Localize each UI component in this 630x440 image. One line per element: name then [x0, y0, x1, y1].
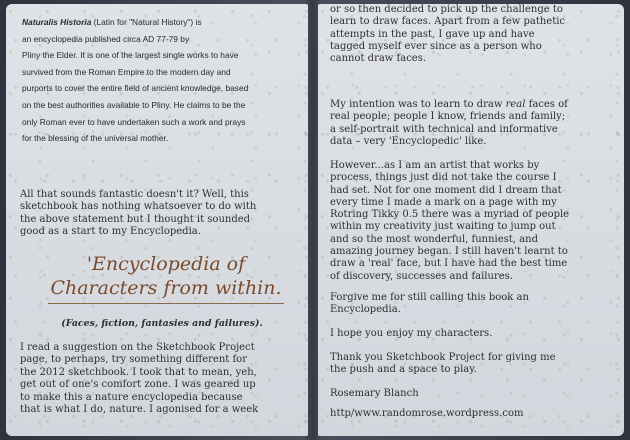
text-line: get out of one's comfort zone. I was geared up	[20, 379, 256, 391]
text-line: or so then decided to pick up the challenge to	[330, 4, 563, 15]
author-signature: Rosemary Blanch	[330, 388, 419, 399]
text-line: sketchbook has nothing whatsoever to do with	[20, 201, 257, 213]
text-line: draw a 'real' face, but I have had the best time	[330, 258, 568, 270]
text-line: of discovery, successes and failures.	[330, 270, 513, 282]
text-line: the above statement but I thought it sounded	[20, 213, 251, 225]
title-line: Characters from within.	[50, 277, 282, 299]
title-underline	[48, 303, 284, 304]
left-paragraph-1	[20, 189, 302, 239]
left-page	[6, 4, 308, 436]
book-subtitle: (Faces, fiction, fantasies and failures).	[61, 318, 263, 329]
intro-line: for the blessing of the universal mother.	[22, 133, 169, 144]
right-paragraph-5	[330, 328, 618, 340]
text-line: I hope you enjoy my characters.	[330, 328, 493, 339]
emphasis-real: real	[505, 99, 526, 110]
title-line: 'Encyclopedia of	[86, 253, 246, 275]
text-line: data – very 'Encyclopedic' like.	[330, 135, 487, 147]
text-line: tagged myself ever since as a person who	[330, 40, 542, 52]
text-line: good as a start to my Encyclopedia.	[20, 226, 201, 238]
right-page	[318, 4, 624, 436]
text-line: every time I made a mark on a page with my	[330, 196, 557, 208]
text-line: Rotring Tikky 0.5 there was a myriad of people	[330, 209, 570, 221]
text-line: attempts in the past, I gave up and have	[330, 28, 535, 40]
text-line	[330, 99, 618, 111]
text-line: Encyclopedia.	[330, 304, 401, 316]
text-run: My intention was to learn to draw	[330, 99, 506, 110]
intro-title-italic: Naturalis Historia	[22, 17, 92, 27]
text-line: within my creativity just waiting to jump out	[330, 221, 556, 233]
text-line: that is what I do, nature. I agonised for a week	[20, 404, 259, 416]
right-paragraph-1	[330, 4, 618, 65]
right-paragraph-4	[330, 292, 618, 317]
book-title	[36, 252, 296, 300]
right-paragraph-3	[330, 160, 618, 283]
text-run: faces of	[525, 99, 568, 110]
right-paragraph-2	[330, 99, 618, 148]
text-line: to make this a nature encyclopedia because	[20, 391, 243, 403]
pasted-intro-text	[22, 14, 300, 147]
text-line: I read a suggestion on the Sketchbook Project	[20, 342, 255, 353]
intro-line: on the best authorities available to Pliny. He claims to be the	[22, 99, 246, 110]
text-line: real people; people I know, friends and family;	[330, 111, 566, 123]
text-line: However...as I am an artist that works by	[330, 160, 540, 171]
text-line: All that sounds fantastic doesn't it? Well, this	[20, 189, 249, 200]
text-line: the push and a space to play.	[330, 364, 477, 376]
intro-line-text: (Latin for "Natural History") is	[91, 17, 202, 27]
intro-line: only Roman ever to have undertaken such a work and prays	[22, 116, 246, 127]
intro-line: an encyclopedia published circa AD 77-79 by	[22, 33, 190, 44]
text-line: page, to perhaps, try something different for	[20, 354, 247, 366]
text-line: had set. Not for one moment did I dream that	[330, 184, 562, 196]
right-paragraph-6	[330, 352, 618, 377]
text-line: Thank you Sketchbook Project for giving me	[330, 352, 556, 363]
text-line: process, things just did not take the course I	[330, 172, 557, 184]
text-line: learn to draw faces. Apart from a few pathetic	[330, 16, 566, 28]
text-line: the 2012 sketchbook. I took that to mean, yeh,	[20, 366, 257, 378]
intro-line	[22, 14, 300, 31]
intro-line: survived from the Roman Empire to the modern day and	[22, 66, 231, 77]
intro-line: Pliny the Elder. It is one of the largest single works to have	[22, 50, 239, 61]
text-line: and so the most wonderful, funniest, and	[330, 233, 538, 245]
text-line: a self-portrait with technical and informative	[330, 123, 558, 135]
intro-line: purports to cover the entire field of ancient knowledge, based	[22, 83, 249, 94]
text-line: Forgive me for still calling this book an	[330, 292, 529, 303]
author-website: http/www.randomrose.wordpress.com	[330, 408, 524, 419]
left-paragraph-2	[20, 342, 304, 416]
text-line: cannot draw faces.	[330, 53, 427, 65]
text-line: amazing journey began. I still haven't learnt to	[330, 246, 568, 258]
